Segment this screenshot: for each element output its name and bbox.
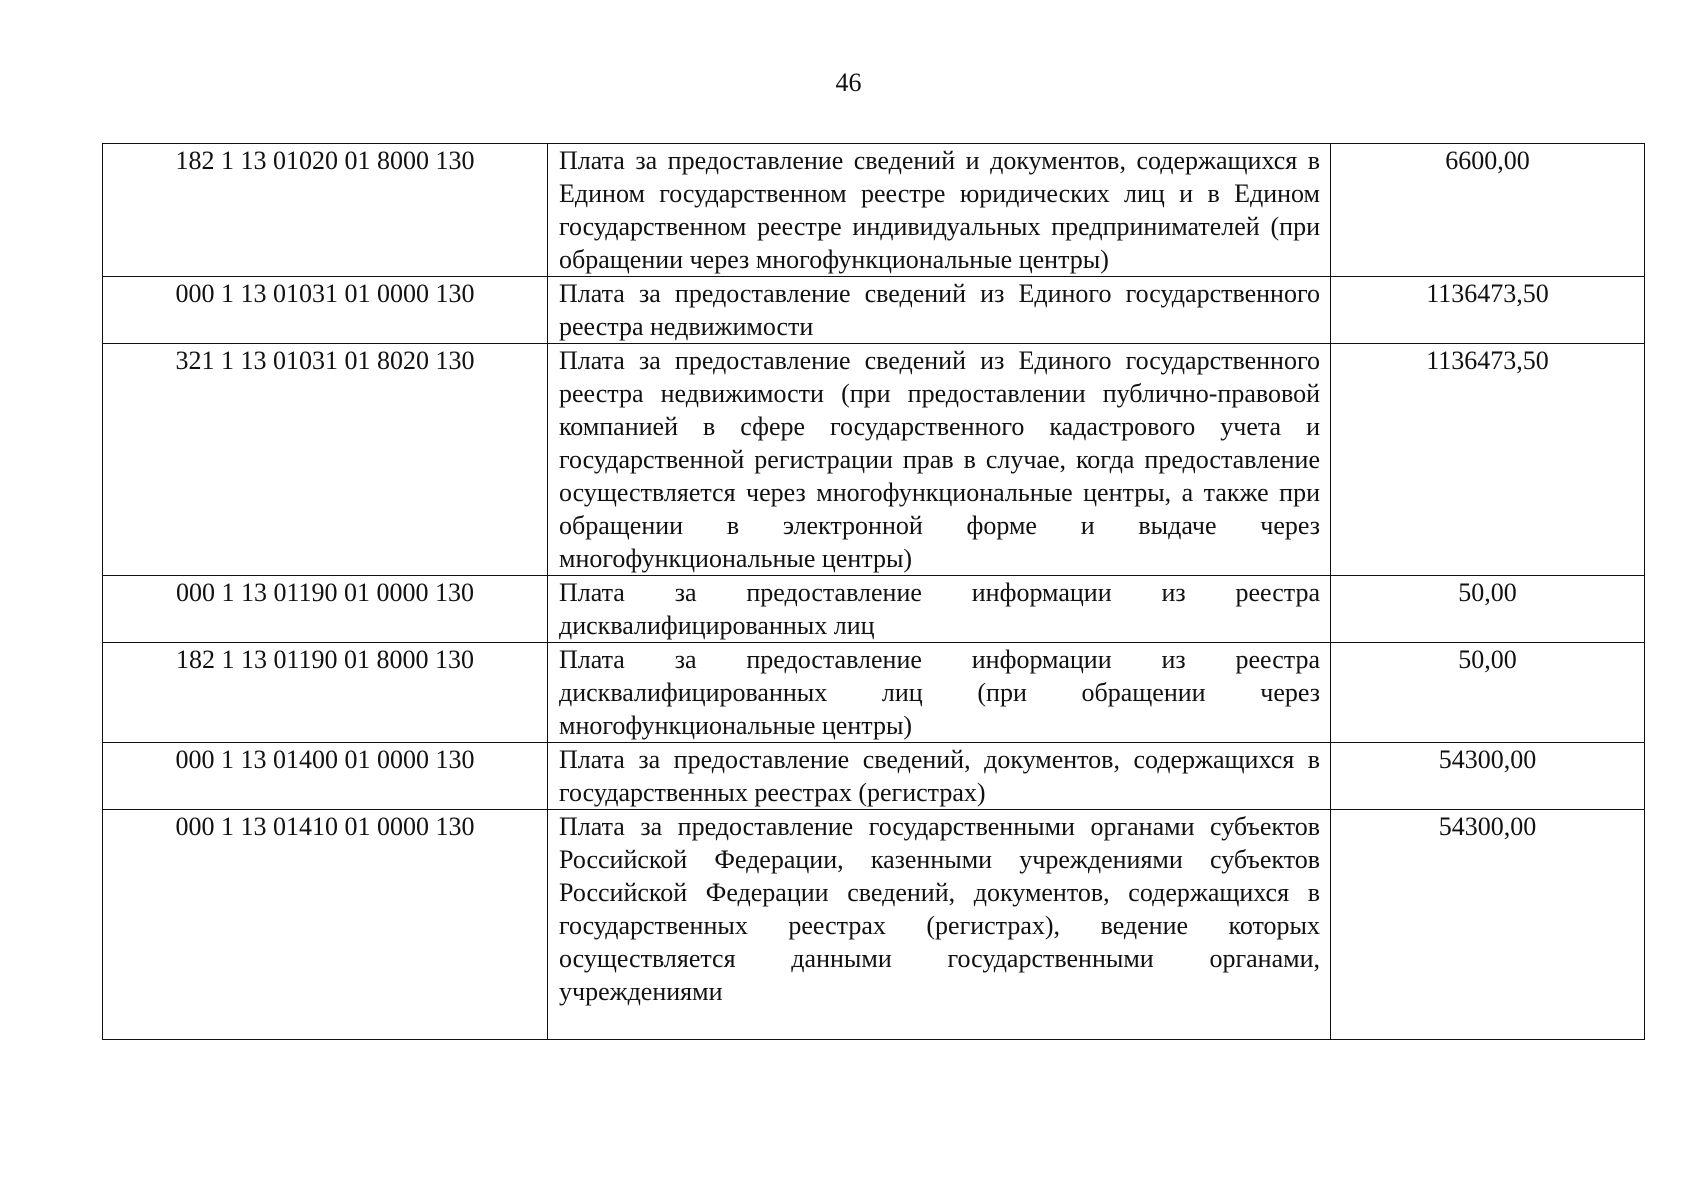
table-row <box>103 144 1645 277</box>
budget-code-cell: 182 1 13 01190 01 8000 130 <box>103 643 548 743</box>
page-number: 46 <box>835 68 862 97</box>
table-body <box>103 144 1645 1040</box>
revenue-table <box>102 143 1645 1040</box>
table-row <box>103 277 1645 344</box>
description-cell: Плата за предоставление сведений и документов, содержащихся в Едином государственном реестре юридических лиц и в Едином государственном реестре индивидуальных предпринимателей (при обращении через многофункциональные центры) <box>548 144 1331 277</box>
budget-code-cell: 000 1 13 01031 01 0000 130 <box>103 277 548 344</box>
table-row <box>103 743 1645 810</box>
table-row <box>103 643 1645 743</box>
amount-cell: 50,00 <box>1331 576 1645 643</box>
description-cell: Плата за предоставление сведений из Единого государственного реестра недвижимости (при предоставлении публично-правовой компанией в сфере государственного кадастрового учета и государственной регистрации прав в случае, когда предоставление осуществляется через многофункциональные центры, а также при обращении в электронной форме и выдаче через многофункциональные центры) <box>548 344 1331 576</box>
description-cell: Плата за предоставление государственными органами субъектов Российской Федерации, казенными учреждениями субъектов Российской Федерации сведений, документов, содержащихся в государственных реестрах (регистрах), ведение которых осуществляется данными государственными органами, учреждениями <box>548 810 1331 1040</box>
budget-code-cell: 000 1 13 01400 01 0000 130 <box>103 743 548 810</box>
budget-code-cell: 000 1 13 01190 01 0000 130 <box>103 576 548 643</box>
budget-code-cell: 182 1 13 01020 01 8000 130 <box>103 144 548 277</box>
amount-cell: 1136473,50 <box>1331 344 1645 576</box>
table-row <box>103 810 1645 1040</box>
amount-cell: 6600,00 <box>1331 144 1645 277</box>
amount-cell: 1136473,50 <box>1331 277 1645 344</box>
budget-code-cell: 000 1 13 01410 01 0000 130 <box>103 810 548 1040</box>
table-row <box>103 576 1645 643</box>
amount-cell: 50,00 <box>1331 643 1645 743</box>
description-cell: Плата за предоставление информации из реестра дисквалифицированных лиц (при обращении через многофункциональные центры) <box>548 643 1331 743</box>
budget-code-cell: 321 1 13 01031 01 8020 130 <box>103 344 548 576</box>
description-cell: Плата за предоставление сведений, документов, содержащихся в государственных реестрах (регистрах) <box>548 743 1331 810</box>
table-row <box>103 344 1645 576</box>
description-cell: Плата за предоставление информации из реестра дисквалифицированных лиц <box>548 576 1331 643</box>
description-cell: Плата за предоставление сведений из Единого государственного реестра недвижимости <box>548 277 1331 344</box>
amount-cell: 54300,00 <box>1331 810 1645 1040</box>
amount-cell: 54300,00 <box>1331 743 1645 810</box>
